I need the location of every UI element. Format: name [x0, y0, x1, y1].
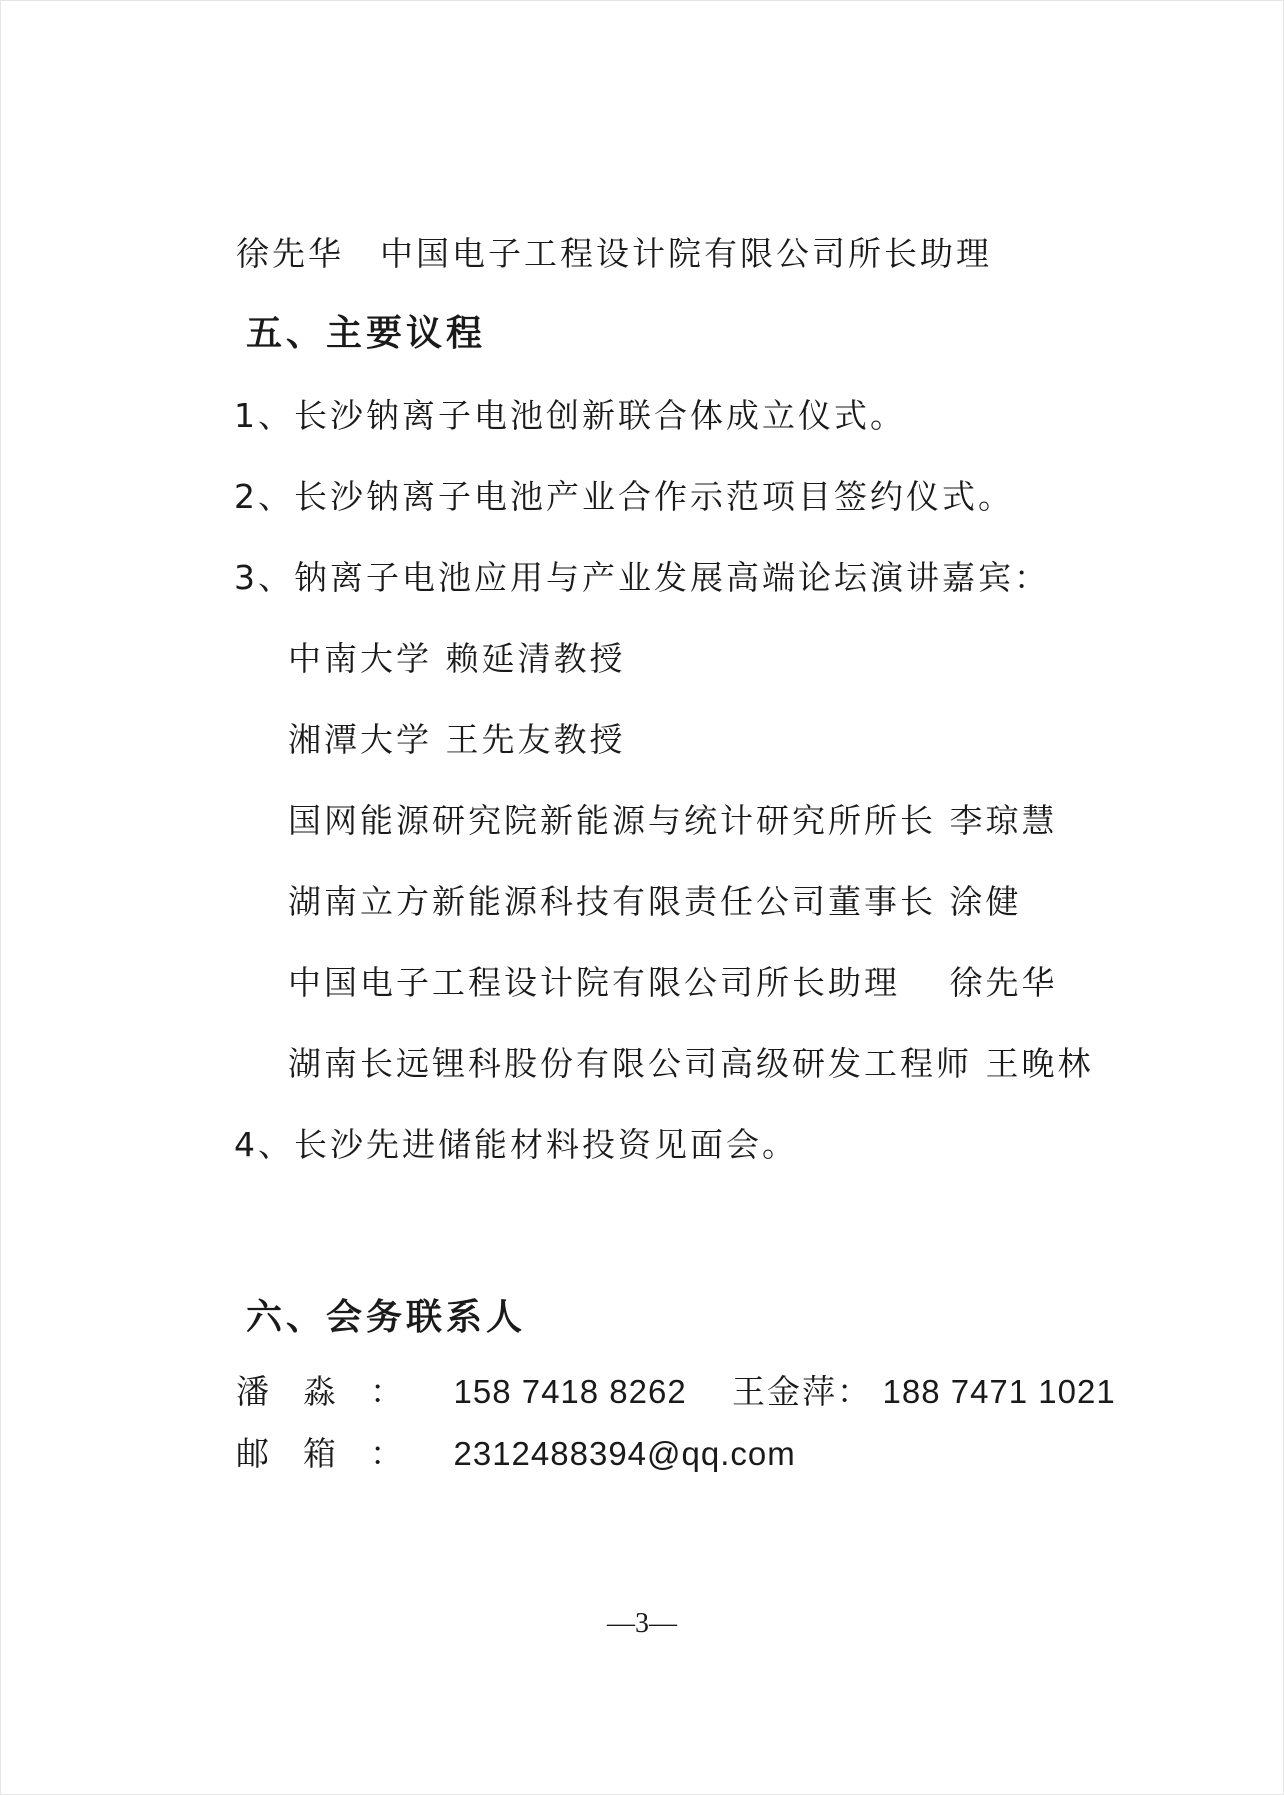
- contact-1-label: 潘淼：: [236, 1372, 437, 1411]
- page-number: —3—: [607, 1608, 677, 1639]
- section5-heading: 五、主要议程: [246, 313, 487, 354]
- agenda-item-4: 4、长沙先进储能材料投资见面会。: [234, 1125, 798, 1164]
- speaker-2: 湘潭大学 王先友教授: [288, 720, 626, 759]
- agenda-item-1: 1、长沙钠离子电池创新联合体成立仪式。: [234, 396, 906, 435]
- contact-1-phone: 158 7418 8262: [453, 1373, 687, 1410]
- speaker-4: 湖南立方新能源科技有限责任公司董事长 涂健: [288, 882, 1022, 921]
- top-line: 徐先华 中国电子工程设计院有限公司所长助理: [236, 234, 992, 273]
- contact-2-phone: 188 7471 1021: [882, 1373, 1116, 1410]
- speaker-3: 国网能源研究院新能源与统计研究所所长 李琼慧: [288, 801, 1058, 840]
- speaker-1: 中南大学 赖延清教授: [288, 639, 626, 678]
- contact-1: [236, 1372, 687, 1412]
- agenda-item-2: 2、长沙钠离子电池产业合作示范项目签约仪式。: [234, 477, 1014, 516]
- contact-2-label: 王金萍：: [732, 1372, 872, 1411]
- email-address: 2312488394@qq.com: [453, 1435, 796, 1472]
- speaker-5: 中国电子工程设计院有限公司所长助理 徐先华: [288, 963, 1058, 1002]
- email-label: 邮箱：: [236, 1434, 437, 1473]
- contact-email: [236, 1434, 796, 1474]
- contact-2: [732, 1372, 1116, 1412]
- speaker-6: 湖南长远锂科股份有限公司高级研发工程师 王晚林: [288, 1044, 1094, 1083]
- section6-heading: 六、会务联系人: [246, 1297, 527, 1338]
- agenda-item-3: 3、钠离子电池应用与产业发展高端论坛演讲嘉宾：: [234, 558, 1050, 597]
